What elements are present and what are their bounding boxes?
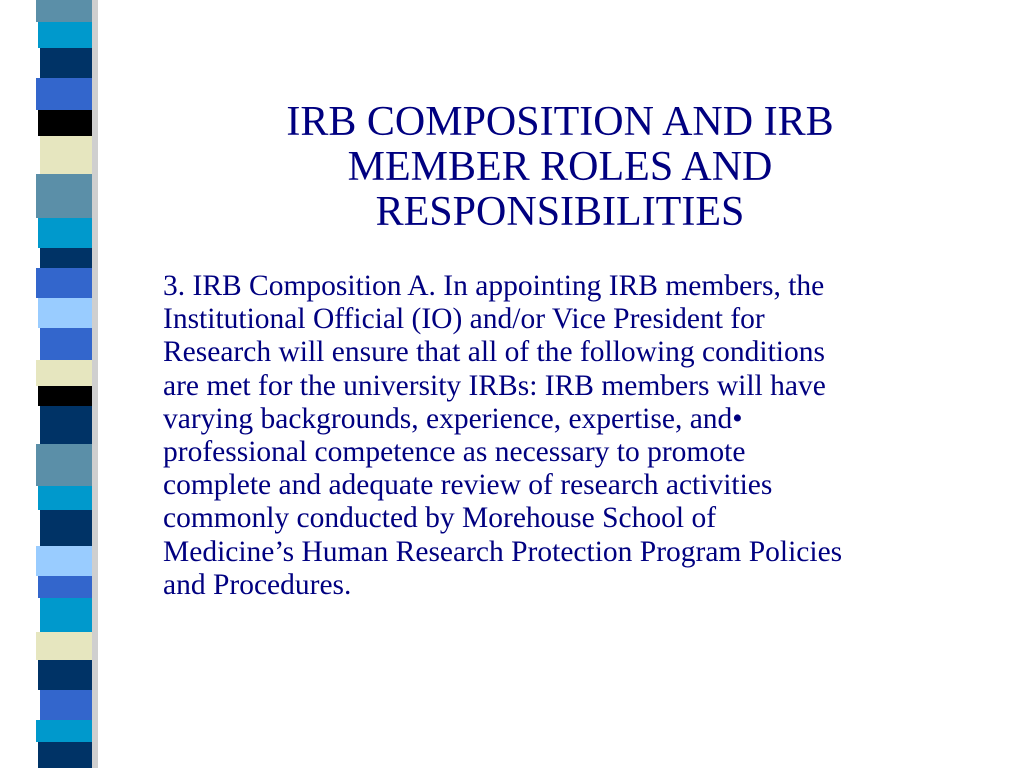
strip-block [38,742,92,768]
strip-block [36,78,92,110]
strip-block [40,248,92,268]
strip-block [38,218,92,248]
strip-block [38,110,92,136]
strip-block [38,660,92,690]
strip-block [36,632,92,660]
strip-block [38,298,92,328]
slide-title: IRB COMPOSITION AND IRB MEMBER ROLES AND RESPONSIBILITIES [286,99,834,235]
strip-block [36,0,92,22]
strip-block [40,406,92,444]
strip-block [40,136,92,174]
strip-block [38,22,92,48]
strip-block [36,268,92,298]
strip-block [38,386,92,406]
strip-block [36,546,92,576]
strip-block [40,328,92,360]
color-blocks-graphic [30,0,100,768]
strip-block [40,598,92,632]
strip-block [36,444,92,486]
strip-block [40,690,92,720]
strip-block [36,720,92,742]
strip-block [36,360,92,386]
strip-block [40,48,92,78]
decorative-color-strip [30,0,100,768]
strip-block [36,174,92,218]
strip-shadow [92,0,98,768]
strip-block [38,576,92,598]
slide-body-text: 3. IRB Composition A. In appointing IRB members, the Institutional Official (IO) and/or Vice President for Research will ensure that all of the following conditions are met for the university IRBs: IRB members will have varying backgrounds, experience, expertise, and• professional competence as necessary to promote complete and adequate review of research activities commonly conducted by Morehouse School of Medicine’s Human Research Protection Program Policies and Procedures. [163,270,843,601]
strip-block [40,510,92,546]
strip-block [38,486,92,510]
